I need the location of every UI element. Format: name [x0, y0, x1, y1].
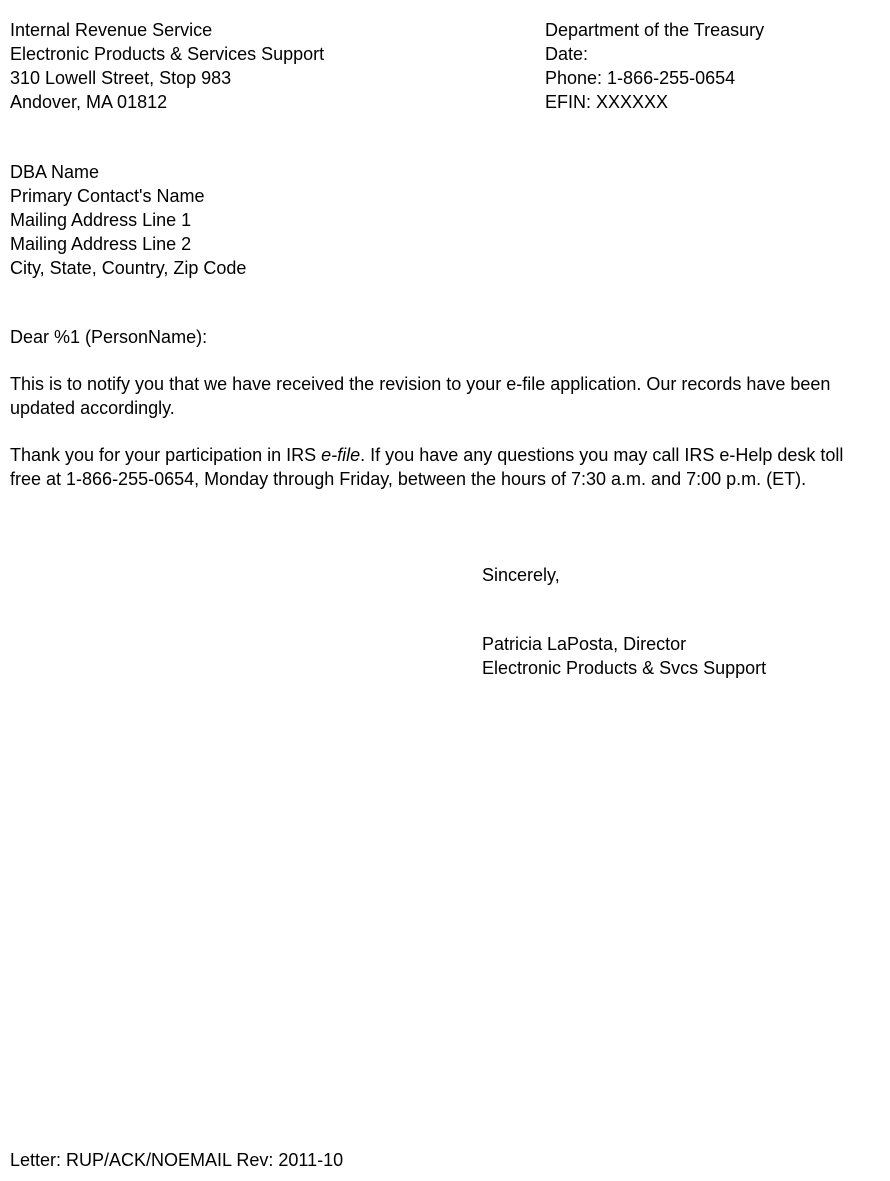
recipient-line: Mailing Address Line 1: [10, 210, 192, 230]
recipient-line: DBA Name: [10, 162, 100, 182]
sender-line: 310 Lowell Street, Stop 983: [10, 68, 232, 88]
recipient-line: City, State, Country, Zip Code: [10, 258, 247, 278]
sender-line: Andover, MA 01812: [10, 92, 168, 112]
dept-line: EFIN: XXXXXX: [545, 92, 669, 112]
recipient-line: Primary Contact's Name: [10, 186, 205, 206]
salutation: Dear %1 (PersonName):: [10, 327, 208, 347]
closing: Sincerely,: [482, 565, 560, 585]
dept-line: Date:: [545, 44, 589, 64]
sender-line: Electronic Products & Services Support: [10, 44, 325, 64]
sender-line: Internal Revenue Service: [10, 20, 213, 40]
signer-name: Patricia LaPosta, Director: [482, 634, 687, 654]
dept-line: Phone: 1-866-255-0654: [545, 68, 736, 88]
paragraph-1: This is to notify you that we have received the revision to your e-file application. Our records have been updated accordingly.: [10, 374, 831, 418]
signer-title: Electronic Products & Svcs Support: [482, 658, 767, 678]
department-info: [545, 18, 764, 114]
recipient-line: Mailing Address Line 2: [10, 234, 192, 254]
sender-address: [10, 18, 324, 114]
recipient-address: [10, 160, 246, 280]
signature-block: [482, 632, 766, 680]
letter-footer: Letter: RUP/ACK/NOEMAIL Rev: 2011-10: [10, 1150, 344, 1170]
dept-line: Department of the Treasury: [545, 20, 765, 40]
paragraph-2: Thank you for your participation in IRS e-file. If you have any questions you may call IRS e-Help desk toll free at 1-866-255-0654, Monday through Friday, between the hours of 7:30 a.m. and 7:00 p.m. (ET).: [10, 445, 844, 489]
